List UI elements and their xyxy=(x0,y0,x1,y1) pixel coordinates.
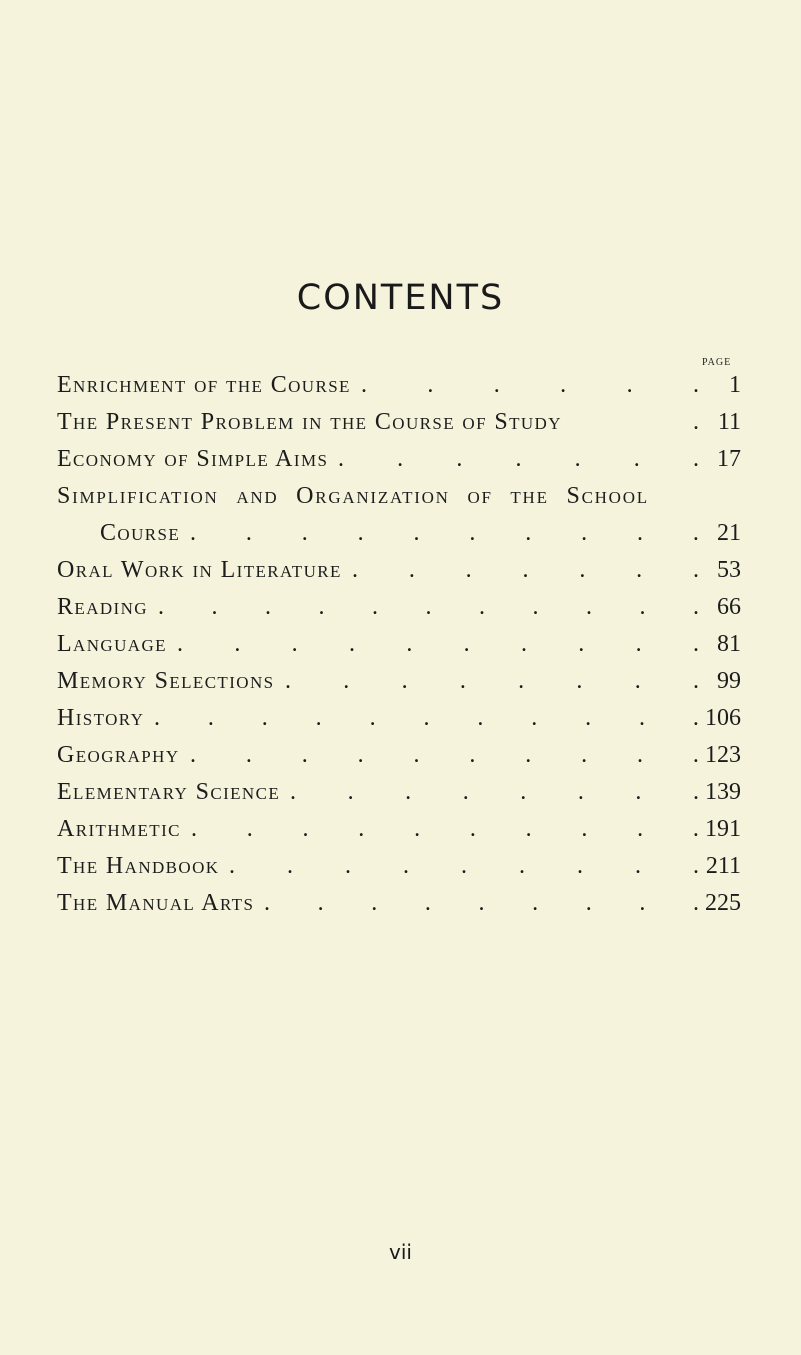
leader-dot: . xyxy=(578,631,585,657)
toc-entry-label: Language xyxy=(57,631,167,657)
leader-dot: . xyxy=(525,742,532,768)
leader-dot: . xyxy=(158,594,164,620)
toc-leader xyxy=(264,885,699,922)
toc-entry-label: Elementary Science xyxy=(57,779,281,805)
leader-dot: . xyxy=(692,779,699,805)
leader-dot: . xyxy=(177,631,183,657)
toc-entry-label: Arithmetic xyxy=(57,816,181,842)
leader-dot: . xyxy=(372,594,378,620)
toc-entry-label: The Manual Arts xyxy=(57,890,255,916)
toc-entry-label: Geography xyxy=(57,742,180,768)
leader-dot: . xyxy=(479,594,485,620)
leader-dot: . xyxy=(520,631,527,657)
toc-row-oral-work xyxy=(57,552,747,589)
leader-dot: . xyxy=(343,668,350,694)
leader-dot: . xyxy=(639,594,646,620)
leader-dot: . xyxy=(532,594,539,620)
leader-dot: . xyxy=(371,890,378,916)
toc-row-language xyxy=(57,626,747,663)
leader-dot: . xyxy=(518,668,525,694)
leader-dot: . xyxy=(285,668,291,694)
leader-dot: . xyxy=(635,631,642,657)
toc-page-number: 53 xyxy=(717,557,741,583)
leader-dot: . xyxy=(532,890,539,916)
leader-dot: . xyxy=(406,631,413,657)
leader-dot: . xyxy=(357,742,364,768)
toc-page-number: 81 xyxy=(717,631,741,657)
toc-page-number: 139 xyxy=(705,779,741,805)
leader-dot: . xyxy=(693,409,699,435)
leader-dot: . xyxy=(574,446,581,472)
toc-row-manual-arts xyxy=(57,885,747,922)
toc-page-number: 1 xyxy=(729,372,741,398)
toc-leader xyxy=(290,774,699,811)
leader-dot: . xyxy=(637,816,644,842)
leader-dot: . xyxy=(633,446,640,472)
leader-dot: . xyxy=(461,853,467,879)
toc-entry-label: Memory Selections xyxy=(57,668,275,694)
leader-dot: . xyxy=(427,372,434,398)
leader-dot: . xyxy=(413,520,420,546)
toc-leader xyxy=(352,552,699,589)
leader-dot: . xyxy=(424,890,431,916)
leader-dot: . xyxy=(531,705,538,731)
toc-page-number: 191 xyxy=(705,816,741,842)
toc-leader xyxy=(361,367,699,404)
toc-row-geography xyxy=(57,737,747,774)
leader-dot: . xyxy=(522,557,529,583)
leader-dot: . xyxy=(463,631,470,657)
leader-dot: . xyxy=(637,520,643,546)
leader-dot: . xyxy=(357,520,364,546)
toc-leader xyxy=(190,515,699,552)
toc-page-number: 17 xyxy=(717,446,741,472)
leader-dot: . xyxy=(246,816,253,842)
leader-dot: . xyxy=(190,520,196,546)
toc-entry-label: Oral Work in Literature xyxy=(57,557,342,583)
leader-dot: . xyxy=(639,705,646,731)
toc-row-economy xyxy=(57,441,747,478)
leader-dot: . xyxy=(636,557,643,583)
toc-leader xyxy=(191,811,699,848)
leader-dot: . xyxy=(414,816,421,842)
leader-dot: . xyxy=(245,520,252,546)
leader-dot: . xyxy=(692,557,699,583)
leader-dot: . xyxy=(348,631,355,657)
leader-dot: . xyxy=(635,853,641,879)
toc-row-course xyxy=(57,515,747,552)
toc-page-number: 66 xyxy=(717,594,741,620)
leader-dot: . xyxy=(301,520,308,546)
toc-page-number: 225 xyxy=(705,890,741,916)
leader-dot: . xyxy=(191,816,197,842)
leader-dot: . xyxy=(469,816,476,842)
leader-dot: . xyxy=(291,631,298,657)
leader-dot: . xyxy=(581,742,588,768)
toc-entry-label: The Handbook xyxy=(57,853,220,879)
leader-dot: . xyxy=(369,705,376,731)
leader-dot: . xyxy=(413,742,420,768)
toc-leader xyxy=(285,663,699,700)
leader-dot: . xyxy=(519,853,525,879)
leader-dot: . xyxy=(397,446,404,472)
leader-dot: . xyxy=(585,705,592,731)
leader-dot: . xyxy=(560,372,567,398)
leader-dot: . xyxy=(576,668,583,694)
toc-leader xyxy=(190,737,699,774)
toc-page-number: 106 xyxy=(705,705,741,731)
toc-entry-label: Simplification and Organization of the School xyxy=(57,483,649,509)
leader-dot: . xyxy=(290,779,296,805)
leader-dot: . xyxy=(347,779,354,805)
table-of-contents xyxy=(57,367,747,922)
leader-dot: . xyxy=(692,668,699,694)
leader-dot: . xyxy=(577,853,583,879)
leader-dot: . xyxy=(493,372,500,398)
toc-page-number: 11 xyxy=(717,409,741,435)
toc-page-number: 123 xyxy=(705,742,741,768)
toc-page-number: 211 xyxy=(705,853,741,879)
toc-page-number: 21 xyxy=(717,520,741,546)
leader-dot: . xyxy=(352,557,358,583)
leader-dot: . xyxy=(425,594,432,620)
leader-dot: . xyxy=(586,594,592,620)
toc-leader xyxy=(229,848,699,885)
leader-dot: . xyxy=(637,742,643,768)
leader-dot: . xyxy=(358,816,365,842)
leader-dot: . xyxy=(207,705,214,731)
leader-dot: . xyxy=(405,779,412,805)
leader-dot: . xyxy=(639,890,646,916)
leader-dot: . xyxy=(692,446,699,472)
leader-dot: . xyxy=(154,705,160,731)
leader-dot: . xyxy=(626,372,633,398)
toc-row-enrichment xyxy=(57,367,747,404)
leader-dot: . xyxy=(462,779,469,805)
leader-dot: . xyxy=(234,631,241,657)
toc-page-number: 99 xyxy=(717,668,741,694)
leader-dot: . xyxy=(692,742,699,768)
leader-dot: . xyxy=(318,594,325,620)
leader-dot: . xyxy=(579,557,586,583)
leader-dot: . xyxy=(401,668,408,694)
leader-dot: . xyxy=(301,742,308,768)
leader-dot: . xyxy=(408,557,415,583)
toc-row-handbook xyxy=(57,848,747,885)
page-column-label: PAGE xyxy=(702,357,732,368)
leader-dot: . xyxy=(577,779,584,805)
toc-entry-label: Reading xyxy=(57,594,148,620)
leader-dot: . xyxy=(693,594,699,620)
leader-dot: . xyxy=(581,816,588,842)
toc-leader xyxy=(154,700,699,737)
leader-dot: . xyxy=(317,890,324,916)
leader-dot: . xyxy=(692,631,699,657)
leader-dot: . xyxy=(585,890,592,916)
leader-dot: . xyxy=(635,779,642,805)
leader-dot: . xyxy=(211,594,218,620)
leader-dot: . xyxy=(190,742,196,768)
leader-dot: . xyxy=(581,520,588,546)
leader-dot: . xyxy=(229,853,235,879)
leader-dot: . xyxy=(403,853,409,879)
leader-dot: . xyxy=(477,705,484,731)
leader-dot: . xyxy=(245,742,252,768)
toc-leader xyxy=(572,404,699,441)
leader-dot: . xyxy=(423,705,430,731)
leader-dot: . xyxy=(693,853,699,879)
leader-dot: . xyxy=(692,816,699,842)
leader-dot: . xyxy=(634,668,641,694)
toc-entry-label: Economy of Simple Aims xyxy=(57,446,329,472)
leader-dot: . xyxy=(465,557,472,583)
leader-dot: . xyxy=(345,853,351,879)
leader-dot: . xyxy=(692,372,699,398)
toc-row-history xyxy=(57,700,747,737)
leader-dot: . xyxy=(265,594,271,620)
toc-row-memory xyxy=(57,663,747,700)
toc-entry-label: The Present Problem in the Course of Study xyxy=(57,409,562,435)
toc-row-present-problem xyxy=(57,404,747,441)
leader-dot: . xyxy=(525,520,532,546)
toc-entry-label: Course xyxy=(100,520,181,546)
leader-dot: . xyxy=(693,890,699,916)
leader-dot: . xyxy=(469,520,476,546)
leader-dot: . xyxy=(459,668,466,694)
toc-entry-label: Enrichment of the Course xyxy=(57,372,351,398)
leader-dot: . xyxy=(478,890,485,916)
toc-leader xyxy=(177,626,699,663)
leader-dot: . xyxy=(315,705,322,731)
page-folio: vii xyxy=(389,1240,412,1264)
leader-dot: . xyxy=(520,779,527,805)
toc-row-reading xyxy=(57,589,747,626)
leader-dot: . xyxy=(302,816,309,842)
leader-dot: . xyxy=(456,446,463,472)
leader-dot: . xyxy=(525,816,532,842)
toc-row-arithmetic xyxy=(57,811,747,848)
toc-leader xyxy=(338,441,699,478)
leader-dot: . xyxy=(261,705,268,731)
toc-leader xyxy=(158,589,699,626)
toc-entry-label: History xyxy=(57,705,145,731)
toc-row-science xyxy=(57,774,747,811)
leader-dot: . xyxy=(469,742,476,768)
leader-dot: . xyxy=(692,520,699,546)
leader-dot: . xyxy=(264,890,270,916)
leader-dot: . xyxy=(287,853,293,879)
toc-row-simplification xyxy=(57,478,747,515)
leader-dot: . xyxy=(338,446,344,472)
leader-dot: . xyxy=(361,372,367,398)
leader-dot: . xyxy=(692,705,699,731)
leader-dot: . xyxy=(515,446,522,472)
page-title: CONTENTS xyxy=(296,278,505,318)
